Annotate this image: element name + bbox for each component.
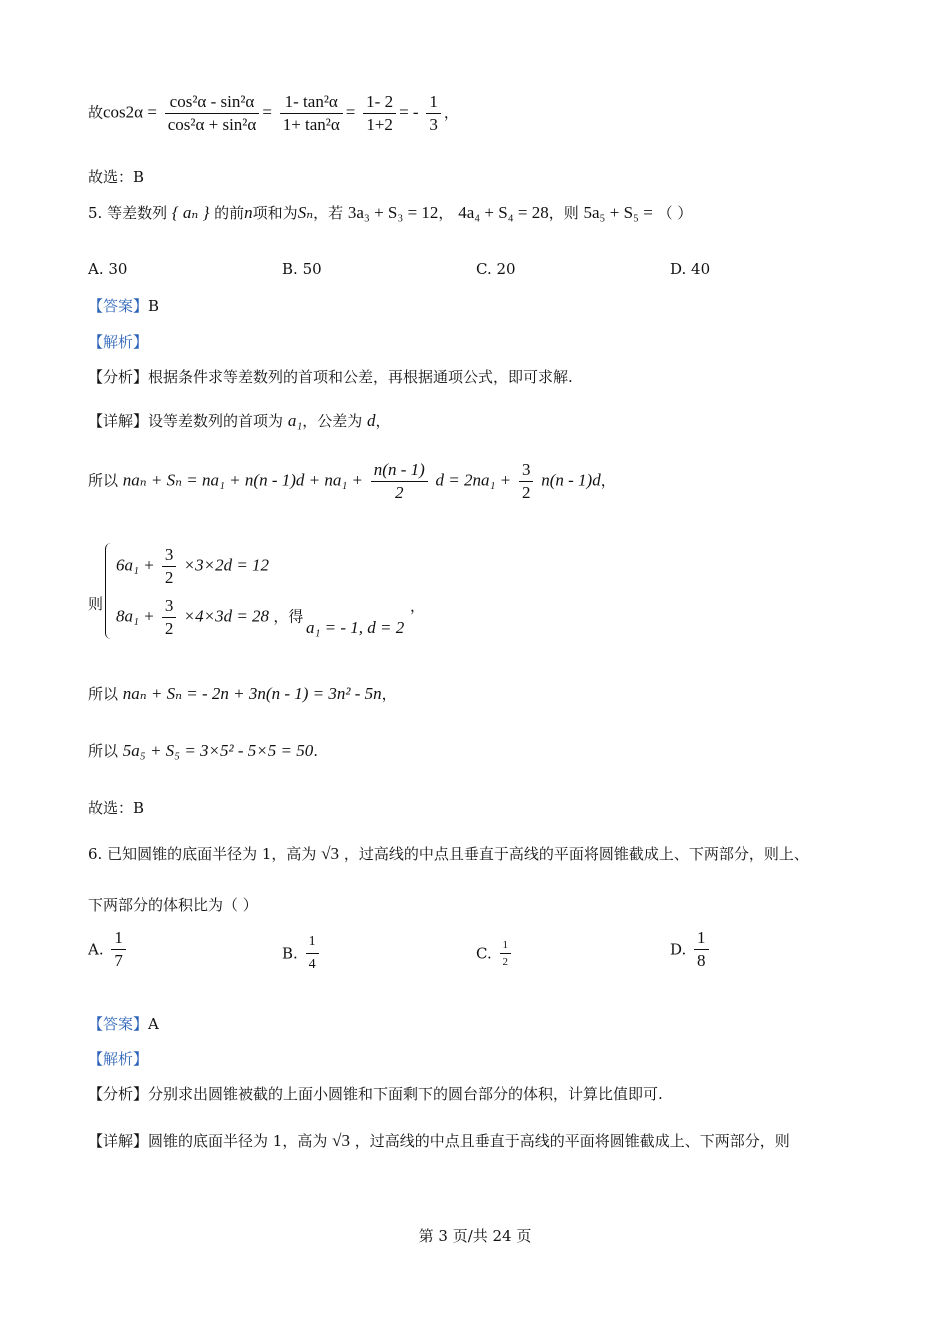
fraction-4-num: 1 xyxy=(426,92,441,114)
sys-result-expr: a₁ = - 1, d = 2 xyxy=(306,618,405,637)
derivation-3 xyxy=(88,740,318,761)
fraction-den: 2 xyxy=(164,568,174,587)
fraction-den: 2 xyxy=(164,619,174,638)
question-5: 5. 等差数列 { aₙ } 的前n项和为Sₙ，若 3a₃ + S₃ = 12， 4a₄ + S₄ = 28，则 5a₅ + S₅ = （ ） xyxy=(88,203,693,222)
system-equation-2 xyxy=(116,596,303,639)
option-fraction xyxy=(500,938,512,969)
fraction-2 xyxy=(280,92,343,135)
option-value: 30 xyxy=(108,260,128,278)
q5-sn: Sₙ xyxy=(297,203,314,222)
fraction-den: 2 xyxy=(521,483,531,502)
fraction-den: 2 xyxy=(395,483,404,502)
page-footer: 第 3 页/共 24 页 xyxy=(418,1227,532,1245)
q5-option-d xyxy=(670,260,710,278)
answer-tag: 【答案】 xyxy=(88,1015,149,1033)
fraction-3-num: 1- 2 xyxy=(363,92,396,114)
sys-2-fraction xyxy=(162,596,177,639)
answer-value: A xyxy=(148,1015,159,1033)
result-sign: = - xyxy=(399,102,419,122)
fenxi-5 xyxy=(88,366,573,387)
fraction-den: 2 xyxy=(502,956,508,968)
q5-sequence: { aₙ } xyxy=(171,203,210,222)
sys-1-a: 6a₁ + xyxy=(116,555,155,575)
q5-condition-2: 4a₄ + S₄ = 28 xyxy=(458,203,549,222)
sys-2-a: 8a₁ + xyxy=(116,606,155,626)
q5-condition-1: 3a₃ + S₃ = 12 xyxy=(347,203,439,222)
option-label: C. xyxy=(476,260,492,278)
derivation-2 xyxy=(88,683,397,704)
option-fraction xyxy=(306,932,319,975)
fraction-den: 8 xyxy=(697,951,706,970)
fraction-den: 4 xyxy=(308,957,316,972)
line-end: ， xyxy=(443,103,459,122)
q6-option-d xyxy=(670,928,712,971)
xiangjie-tag: 【详解】 xyxy=(88,412,149,430)
answer-6 xyxy=(88,1013,159,1034)
so-prefix: 所以 xyxy=(88,742,119,760)
prefix-gu: 故 xyxy=(88,103,104,122)
question-6-line-2: 下两部分的体积比为（ ） xyxy=(88,896,258,914)
line-end: . xyxy=(313,742,319,760)
q6-option-b xyxy=(282,932,322,975)
analysis-5-heading xyxy=(88,331,148,352)
option-fraction xyxy=(111,928,126,971)
sys-1-b: ×3×2d = 12 xyxy=(183,555,270,575)
then-prefix: 则 xyxy=(88,595,104,613)
q5-text-b: 的前 xyxy=(214,204,245,222)
option-label: B. xyxy=(282,260,298,278)
q6-sqrt: √3 xyxy=(321,844,340,863)
derivation-1-expr-c: n(n - 1)d xyxy=(541,470,601,490)
xiangjie-tag: 【详解】 xyxy=(88,1132,149,1150)
fraction-3-den: 1+2 xyxy=(366,115,393,134)
fraction-4-den: 3 xyxy=(429,115,438,134)
derivation-1-expr-a: naₙ + Sₙ = na₁ + n(n - 1)d + na₁ + xyxy=(122,470,363,490)
derivation-1-expr-b: d = 2na₁ + xyxy=(435,470,512,490)
fraction-num: 3 xyxy=(162,596,177,618)
cos2a-formula: 故cos2α = $\frac{\text{cos²α - sin²α}}{\text{cos²α + sin²α}}$ = $\frac{\text{1- tan²α}}{\text{1+ tan²α}}$ = $\frac{1- 2}{1+2}$ = - $\frac{1}{3}$ ， xyxy=(88,92,459,134)
option-value: 50 xyxy=(302,260,322,278)
fraction-2-num: 1- tan²α xyxy=(280,92,343,114)
choose-answer-2: 故选：B xyxy=(88,799,145,817)
q6-option-a xyxy=(88,928,129,971)
option-fraction xyxy=(694,928,709,971)
derivation-1 xyxy=(88,460,616,503)
q5-text-e: ，则 xyxy=(548,204,579,222)
fraction-1-num: cos²α - sin²α xyxy=(165,92,260,114)
detail-sqrt: √3 xyxy=(332,1131,350,1150)
fraction-num: 3 xyxy=(519,460,534,482)
fraction-1-den: cos²α + sin²α xyxy=(167,115,257,134)
detail-text-a: 设等差数列的首项为 xyxy=(148,412,284,430)
system-brace xyxy=(105,543,116,639)
detail-d: d xyxy=(367,411,376,430)
choose-answer-1: 故选：B xyxy=(88,168,145,186)
answer-tag: 【答案】 xyxy=(88,297,149,315)
question-6-line-1 xyxy=(88,843,809,864)
q5-option-a xyxy=(88,260,127,278)
option-label: D. xyxy=(670,940,687,959)
fraction-num: 1 xyxy=(500,938,512,954)
q6-text-a: 6. 已知圆锥的底面半径为 1，高为 xyxy=(88,845,317,863)
line-end: ， xyxy=(600,471,616,490)
fraction-num: 3 xyxy=(162,545,177,567)
detail-5 xyxy=(88,410,391,431)
q6-text-b: ，过高线的中点且垂直于高线的平面将圆锥截成上、下两部分，则上、 xyxy=(343,845,809,863)
answer-5 xyxy=(88,295,159,316)
option-value: 40 xyxy=(691,260,711,278)
so-prefix: 所以 xyxy=(88,685,119,703)
so-prefix: 所以 xyxy=(88,471,119,490)
option-label: B. xyxy=(282,944,298,963)
q6-option-c xyxy=(476,938,514,969)
detail-text-b: ，过高线的中点且垂直于高线的平面将圆锥截成上、下两部分，则 xyxy=(354,1132,790,1150)
analysis-tag: 【解析】 xyxy=(88,1050,149,1068)
line-end: ， xyxy=(381,685,397,703)
analysis-tag: 【解析】 xyxy=(88,333,149,351)
derivation-3-expr: 5a₅ + S₅ = 3×5² - 5×5 = 50 xyxy=(122,741,314,760)
derivation-1-fraction xyxy=(371,460,428,503)
fenxi-text: 分别求出圆锥被截的上面小圆锥和下面剩下的圆台部分的体积，计算比值即可. xyxy=(148,1085,663,1103)
sys-2-b: ×4×3d = 28 xyxy=(183,606,270,626)
fraction-num: 1 xyxy=(111,928,126,950)
q5-text-d: ，若 xyxy=(313,204,344,222)
q5-target: 5a₅ + S₅ = xyxy=(583,203,653,222)
option-label: A. xyxy=(88,940,104,959)
sys-get: ，得 xyxy=(273,607,304,626)
detail-a1: a₁ xyxy=(287,411,303,430)
q5-text-a: 5. 等差数列 xyxy=(88,204,168,222)
sys-1-fraction xyxy=(162,545,177,588)
fraction-4 xyxy=(426,92,441,135)
fenxi-tag: 【分析】 xyxy=(88,368,149,386)
answer-value: B xyxy=(148,297,160,315)
system-end: ， xyxy=(410,597,426,615)
derivation-1-fraction-2 xyxy=(519,460,534,503)
fenxi-tag: 【分析】 xyxy=(88,1085,149,1103)
formula-lhs: cos2α = xyxy=(103,102,157,122)
fraction-den: 7 xyxy=(114,951,123,970)
option-label: C. xyxy=(476,944,492,963)
q5-n: n xyxy=(244,203,253,222)
derivation-2-expr: naₙ + Sₙ = - 2n + 3n(n - 1) = 3n² - 5n xyxy=(122,684,382,703)
detail-text-a: 圆锥的底面半径为 1，高为 xyxy=(148,1132,328,1150)
option-label: A. xyxy=(88,260,104,278)
fenxi-text: 根据条件求等差数列的首项和公差，再根据通项公式，即可求解. xyxy=(148,368,573,386)
detail-text-b: ，公差为 xyxy=(302,412,363,430)
q5-option-b xyxy=(282,260,322,278)
detail-text-c: ， xyxy=(375,412,391,430)
q5-text-c: 项和为 xyxy=(252,204,298,222)
analysis-6-heading xyxy=(88,1048,148,1069)
fraction-2-den: 1+ tan²α xyxy=(282,115,340,134)
q5-option-c xyxy=(476,260,516,278)
fenxi-6 xyxy=(88,1083,663,1104)
fraction-3 xyxy=(363,92,396,135)
option-value: 20 xyxy=(496,260,516,278)
fraction-num: 1 xyxy=(306,932,319,954)
detail-6 xyxy=(88,1130,790,1151)
system-result xyxy=(306,618,404,638)
q5-paren: （ ） xyxy=(657,204,693,222)
fraction-num: n(n - 1) xyxy=(371,460,428,482)
fraction-1 xyxy=(165,92,260,135)
fraction-num: 1 xyxy=(694,928,709,950)
option-label: D. xyxy=(670,260,687,278)
system-equation-1 xyxy=(116,545,269,588)
